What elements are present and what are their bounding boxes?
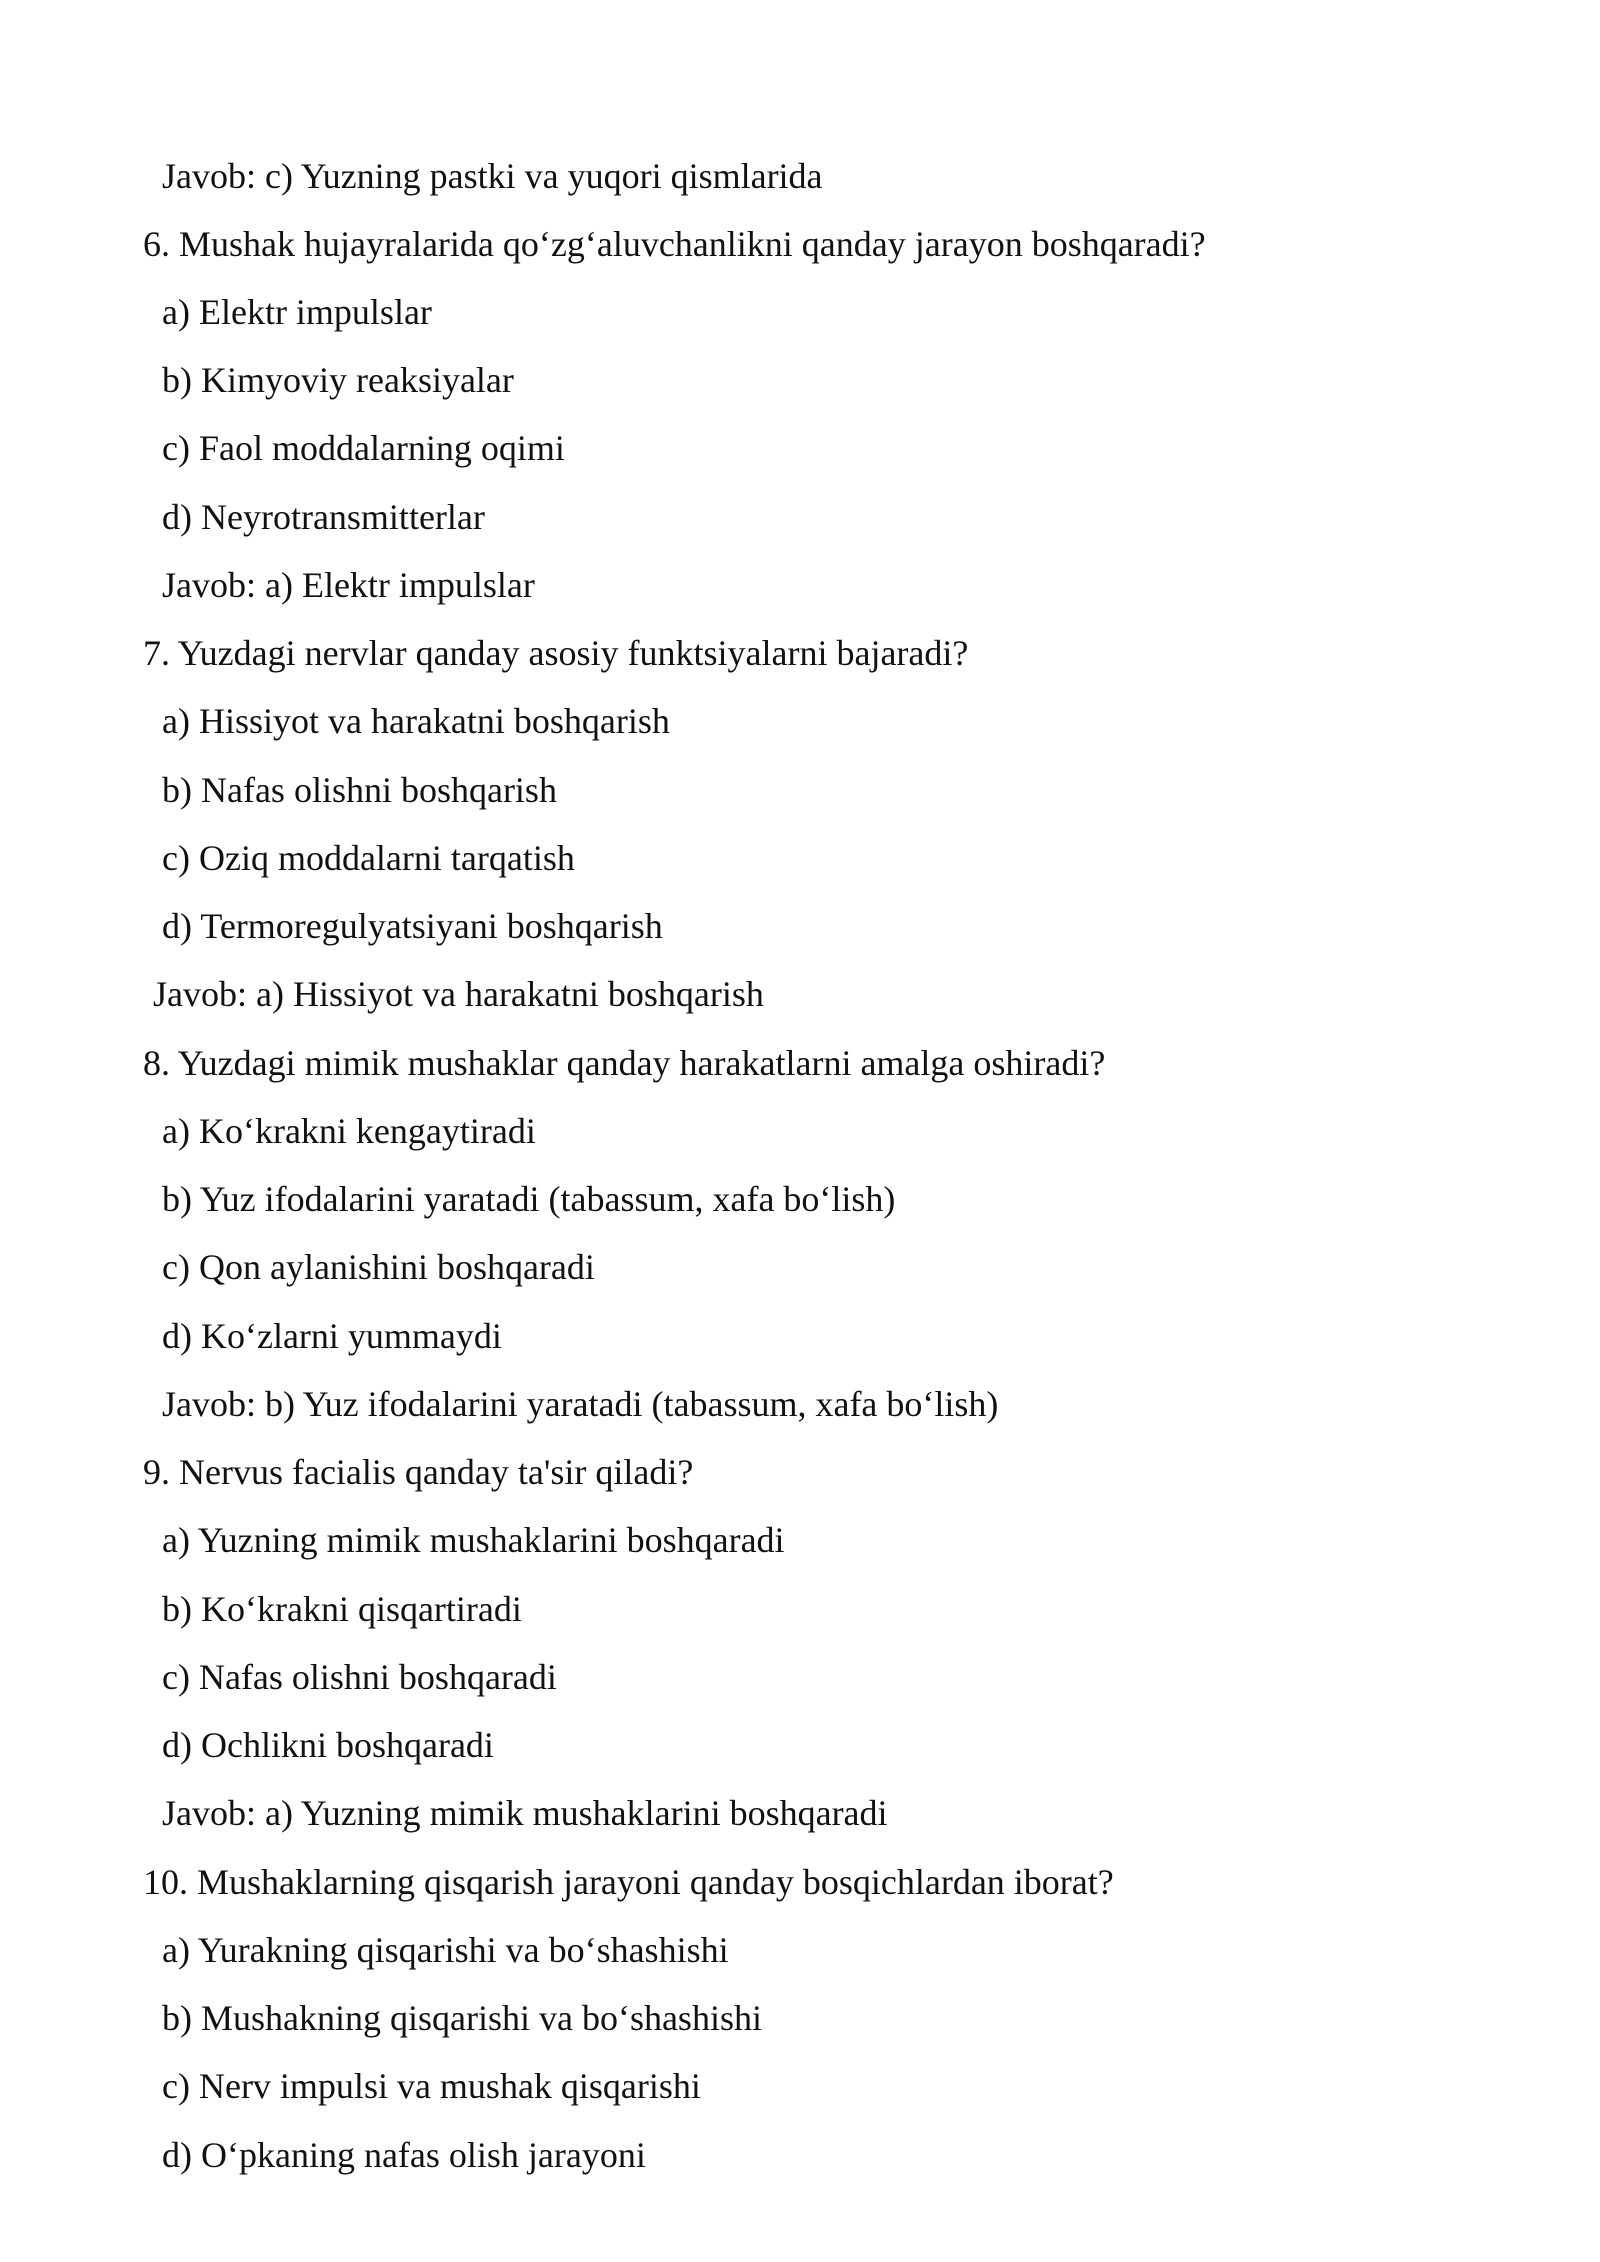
question-8: 8. Yuzdagi mimik mushaklar qanday harakatlarni amalga oshiradi? — [143, 1043, 1106, 1083]
option-line: d) O‘pkaning nafas olish jarayoni — [162, 2135, 646, 2175]
option-line: c) Qon aylanishini boshqaradi — [162, 1247, 595, 1287]
option-line: b) Kimyoviy reaksiyalar — [162, 360, 514, 400]
option-line: d) Neyrotransmitterlar — [162, 497, 485, 537]
option-line: c) Nafas olishni boshqaradi — [162, 1657, 557, 1697]
answer-line: Javob: a) Hissiyot va harakatni boshqarish — [153, 974, 764, 1014]
option-line: c) Nerv impulsi va mushak qisqarishi — [162, 2066, 701, 2106]
option-line: b) Mushakning qisqarishi va bo‘shashishi — [162, 1998, 762, 2038]
option-line: b) Ko‘krakni qisqartiradi — [162, 1589, 522, 1629]
question-10: 10. Mushaklarning qisqarish jarayoni qanday bosqichlardan iborat? — [143, 1862, 1114, 1902]
option-line: d) Ochlikni boshqaradi — [162, 1725, 494, 1765]
option-line: c) Faol moddalarning oqimi — [162, 428, 565, 468]
option-line: c) Oziq moddalarni tarqatish — [162, 838, 575, 878]
question-6: 6. Mushak hujayralarida qo‘zg‘aluvchanlikni qanday jarayon boshqaradi? — [143, 224, 1206, 264]
answer-line: Javob: c) Yuzning pastki va yuqori qismlarida — [162, 156, 823, 196]
option-line: a) Hissiyot va harakatni boshqarish — [162, 701, 670, 741]
option-line: a) Elektr impulslar — [162, 292, 432, 332]
answer-line: Javob: a) Elektr impulslar — [162, 565, 535, 605]
question-9: 9. Nervus facialis qanday ta'sir qiladi? — [143, 1452, 694, 1492]
option-line: d) Ko‘zlarni yummaydi — [162, 1316, 502, 1356]
option-line: b) Nafas olishni boshqarish — [162, 770, 557, 810]
option-line: b) Yuz ifodalarini yaratadi (tabassum, xafa bo‘lish) — [162, 1179, 896, 1219]
answer-line: Javob: a) Yuzning mimik mushaklarini boshqaradi — [162, 1793, 888, 1833]
option-line: a) Yurakning qisqarishi va bo‘shashishi — [162, 1930, 729, 1970]
option-line: a) Yuzning mimik mushaklarini boshqaradi — [162, 1520, 785, 1560]
question-7: 7. Yuzdagi nervlar qanday asosiy funktsiyalarni bajaradi? — [143, 633, 969, 673]
answer-line: Javob: b) Yuz ifodalarini yaratadi (tabassum, xafa bo‘lish) — [162, 1384, 999, 1424]
option-line: a) Ko‘krakni kengaytiradi — [162, 1111, 536, 1151]
option-line: d) Termoregulyatsiyani boshqarish — [162, 906, 663, 946]
